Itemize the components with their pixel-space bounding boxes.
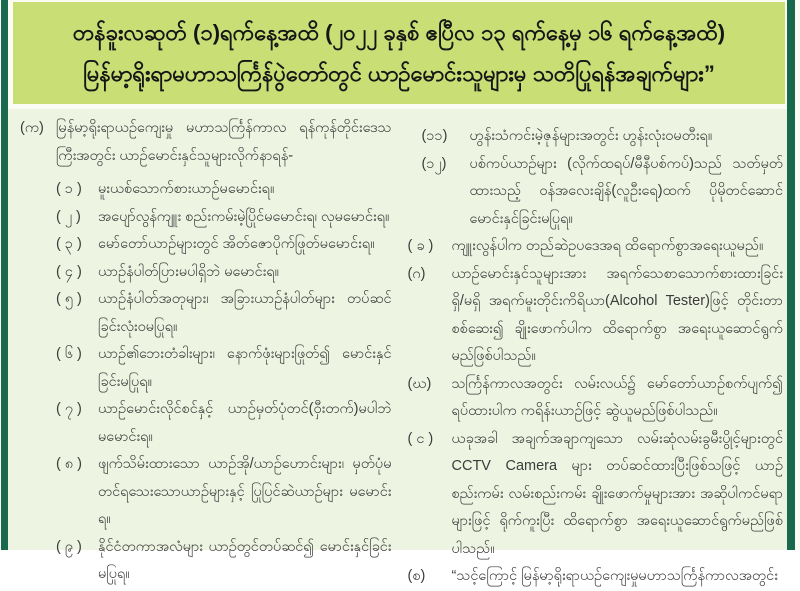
item-label: ( ၄ ): [56, 263, 82, 280]
item-text: ယာဉ်မောင်းလိုင်စင်နှင့် ယာဉ်မှတ်ပုံတင်(ဝှီးတက်)မပါဘဲ မမောင်းရ။: [98, 401, 392, 445]
item-label: (က): [20, 120, 44, 136]
list-item: [56, 204, 392, 232]
item-label: (၁၂): [421, 155, 447, 172]
list-item: [56, 341, 392, 396]
item-text: ယာဉ်မောင်းနှင်သူများအား အရက်သေစာသောက်စားထားခြင်း ရှိ/မရှိ အရက်မူးတိုင်းကိရိယာ(Alcohol Tester)ဖြင့် တိုင်းတာစစ်ဆေး၍ ချိုးဖောက်ပါက ထိရောက်စွာ အရေးယူဆောင်ရွက်မည်ဖြစ်ပါသည်။: [451, 265, 783, 364]
item-text: မော်တော်ယာဉ်များတွင် အိတ်ဇောပိုက်ဖြုတ်မမောင်းရ။: [98, 236, 375, 252]
header-line-1: တန်ခူးလဆုတ် (၁)ရက်နေ့အထိ (၂၀၂၂ ခုနှစ် ဧပြီလ ၁၃ ရက်နေ့မှ ၁၆ ရက်နေ့အထိ): [72, 20, 726, 45]
item-text: ကျူးလွန်ပါက တည်ဆဲဥပဒေအရ ထိရောက်စွာအရေးယူမည်။: [451, 238, 764, 254]
list-item: [56, 534, 392, 589]
item-label: (၁၁): [421, 128, 448, 144]
left-column: [8, 109, 398, 582]
item-text: ဟွန်းသံကင်းမဲ့ဇုန်များအတွင်း ဟွန်းလုံးဝမတီးရ။: [469, 128, 713, 144]
notice-body: [8, 109, 787, 584]
item-text: ယာဉ်၏ဘေးတံခါးများ၊ နောက်ဖုံးများဖြုတ်၍ မောင်းနှင်ခြင်းမပြုရ။: [98, 346, 392, 390]
list-item: [56, 231, 392, 259]
list-item: [408, 563, 784, 591]
list-item: [56, 396, 392, 451]
item-text: အပျော်လွန်ကျူး စည်းကမ်းမဲ့ပြိုင်မမောင်းရ၊ လုမမောင်းရ။: [98, 208, 390, 225]
left-sub-list: [56, 176, 392, 589]
item-text: ယာဉ်နံပါတ်အတုများ၊ အခြားယာဉ်နံပါတ်များ တပ်ဆင်ခြင်းလုံးဝမပြုရ။: [98, 291, 392, 335]
list-item: [408, 261, 784, 371]
list-item: [408, 233, 784, 261]
header-panel: [13, 2, 785, 104]
list-item: [408, 426, 784, 564]
item-text: သင်္ကြန်ကာလအတွင်း လမ်းလယ်၌ မော်တော်ယာဉ်စက်ပျက်၍ ရပ်ထားပါက ကရိန်းယာဉ်ဖြင့် ဆွဲယူမည်ဖြစ်ပါသည်။: [451, 375, 783, 419]
item-label: ( ၈ ): [56, 456, 82, 472]
item-text: ဖျက်သိမ်းထားသော ယာဉ်အို/ယာဉ်ဟောင်းများ၊ မှတ်ပုံမတင်ရသေးသောယာဉ်များနှင့် ပြုပြင်ဆဲယာဉ်များ မမောင်းရ။: [98, 456, 392, 527]
item-text: ယခုအခါ အချက်အချာကျသော လမ်းဆုံလမ်းခွမီးပွိုင့်များတွင် CCTV Camera များ တပ်ဆင်ထားပြီးဖြစ်သဖြင့် ယာဉ်စည်းကမ်း လမ်းစည်းကမ်း ချိုးဖောက်မှုများအား အဆိုပါကင်မရာများဖြင့် ရိုက်ကူးပြီး ထိရောက်စွာ အရေးယူဆောင်ရွက်မည်ဖြစ်ပါသည်။: [451, 430, 783, 557]
item-label: ( ၆ ): [56, 346, 82, 362]
item-label: ( ၃ ): [56, 236, 82, 252]
item-text: “သင့်ကြောင့် မြန်မာ့ရိုးရာယဉ်ကျေးမှုမဟာသင်္ကြန်ကာလအတွင်း: [451, 568, 778, 584]
list-item: [56, 451, 392, 534]
right-numbered-list: [422, 123, 784, 233]
item-label: ( ခ ): [407, 238, 434, 254]
header-line-2: မြန်မာ့ရိုးရာမဟာသင်္ကြန်ပွဲတော်တွင် ယာဉ်မောင်းသူများမှ သတိပြုရန်အချက်များ”: [83, 61, 715, 86]
list-item: [408, 371, 784, 426]
right-lettered-list: [408, 233, 784, 591]
list-item: [20, 115, 392, 170]
list-item: [422, 123, 784, 151]
list-item: [422, 151, 784, 234]
list-item: [56, 259, 392, 287]
item-label: (ဂ): [407, 265, 426, 282]
right-column: [398, 109, 788, 584]
item-text: ပစ်ကပ်ယာဉ်များ (လိုက်ထရပ်/မီနီပစ်ကပ်)သည် သတ်မှတ်ထားသည့် ဝန်အလေးချိန်(လူဦးရေ)ထက် ပိုမိုတင်ဆောင်မောင်းနှင်ခြင်းမပြုရ။: [469, 155, 783, 227]
item-label: ( ၅ ): [56, 291, 82, 307]
item-label: ( င ): [407, 430, 434, 447]
list-item: [56, 176, 392, 204]
item-text: ယာဉ်နံပါတ်ပြားမပါရှိဘဲ မမောင်းရ။: [98, 263, 280, 280]
item-text: နိုင်ငံတကာအလံများ ယာဉ်တွင်တပ်ဆင်၍ မောင်းနှင်ခြင်းမပြုရ။: [98, 538, 392, 582]
item-label: ( ၂ ): [56, 208, 81, 225]
item-label: ( ၇ ): [56, 401, 82, 417]
item-text: မူးယစ်သောက်စားယာဉ်မမောင်းရ။: [98, 181, 275, 197]
item-text: မြန်မာ့ရိုးရာယဉ်ကျေးမှု မဟာသင်္ကြန်ကာလ ရန်ကုန်တိုင်းဒေသကြီးအတွင်း ယာဉ်မောင်းနှင်သူများလိုက်နာရန်-: [56, 120, 392, 164]
item-label: (စ): [407, 568, 426, 584]
right-frame-stripe: [787, 0, 795, 550]
left-frame-stripe: [1, 0, 8, 550]
item-label: (ဃ): [407, 375, 432, 392]
item-label: ( ၁ ): [56, 181, 82, 197]
list-item: [56, 286, 392, 341]
item-label: ( ၉ ): [56, 538, 82, 555]
